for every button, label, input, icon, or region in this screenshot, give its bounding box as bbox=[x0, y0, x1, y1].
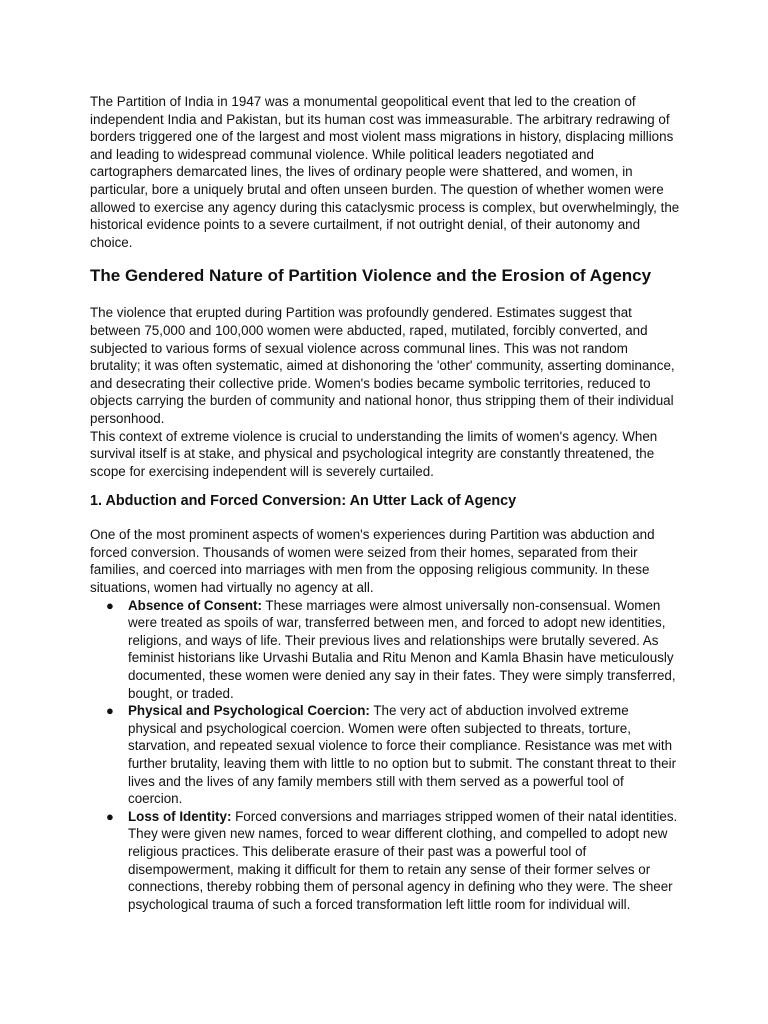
bullet-title: Loss of Identity: bbox=[128, 808, 232, 824]
context-paragraph: This context of extreme violence is crucial to understanding the limits of women's agency. When survival itself is at stake, and physical and psychological integrity are constantly threatened, the scope for exercising independent will is severely curtailed. bbox=[90, 428, 658, 479]
subheading: 1. Abduction and Forced Conversion: An Utter Lack of Agency bbox=[90, 493, 517, 510]
bullet-icon: ● bbox=[106, 703, 114, 719]
list-item-coercion bbox=[106, 702, 680, 808]
bullet-title: Absence of Consent: bbox=[128, 597, 262, 613]
bullet-list bbox=[90, 597, 680, 914]
list-item-identity bbox=[106, 808, 680, 914]
bullet-text: The very act of abduction involved extreme physical and psychological coercion. Women were often subjected to threats, torture, starvation, and repeated sexual violence to force their compliance. Resistance was met with further brutality, leaving them with little to no option but to submit. The constant threat to their lives and the lives of any family members still with them served as a powerful tool of coercion. bbox=[128, 703, 677, 807]
bullet-text: Forced conversions and marriages stripped women of their natal identities. They were given new names, forced to wear different clothing, and compelled to adopt new religious practices. This deliberate erasure of their past was a powerful tool of disempowerment, making it difficult for them to retain any sense of their former selves or connections, thereby robbing them of personal agency in defining who they were. The sheer psychological trauma of such a forced transformation left little room for individual will. bbox=[128, 808, 678, 912]
abduction-paragraph: One of the most prominent aspects of women's experiences during Partition was abduction and forced conversion. Thousands of women were seized from their homes, separated from their families, and coerced into marriages with men from the opposing religious community. In these situations, women had virtually no agency at all. bbox=[90, 527, 655, 596]
bullet-icon: ● bbox=[106, 597, 114, 613]
bullet-title: Physical and Psychological Coercion: bbox=[128, 703, 370, 719]
violence-paragraph: The violence that erupted during Partition was profoundly gendered. Estimates suggest that between 75,000 and 100,000 women were abducted, raped, mutilated, forcibly converted, and subjected to various forms of sexual violence across communal lines. This was not random brutality; it was often systematic, aimed at dishonoring the 'other' community, asserting dominance, and desecrating their collective pride. Women's bodies became symbolic territories, reduced to objects carrying the burden of community and national honor, thus stripping them of their individual personhood. bbox=[90, 305, 675, 426]
document-page bbox=[90, 93, 680, 913]
section-heading: The Gendered Nature of Partition Violence and the Erosion of Agency bbox=[90, 266, 652, 286]
intro-paragraph: The Partition of India in 1947 was a monumental geopolitical event that led to the creation of independent India and Pakistan, but its human cost was immeasurable. The arbitrary redrawing of borders triggered one of the largest and most violent mass migrations in history, displacing millions and leading to widespread communal violence. While political leaders negotiated and cartographers demarcated lines, the lives of ordinary people were shattered, and women, in particular, bore a uniquely brutal and often unseen burden. The question of whether women were allowed to exercise any agency during this cataclysmic process is complex, but overwhelmingly, the historical evidence points to a severe curtailment, if not outright denial, of their autonomy and choice. bbox=[90, 94, 680, 250]
bullet-text: These marriages were almost universally non-consensual. Women were treated as spoils of war, transferred between men, and forced to adopt new identities, religions, and ways of life. Their previous lives and relationships were brutally severed. As feminist historians like Urvashi Butalia and Ritu Menon and Kamla Bhasin have meticulously documented, these women were denied any say in their fates. They were simply transferred, bought, or traded. bbox=[128, 597, 676, 701]
bullet-icon: ● bbox=[106, 808, 114, 824]
list-item-consent bbox=[106, 597, 680, 703]
